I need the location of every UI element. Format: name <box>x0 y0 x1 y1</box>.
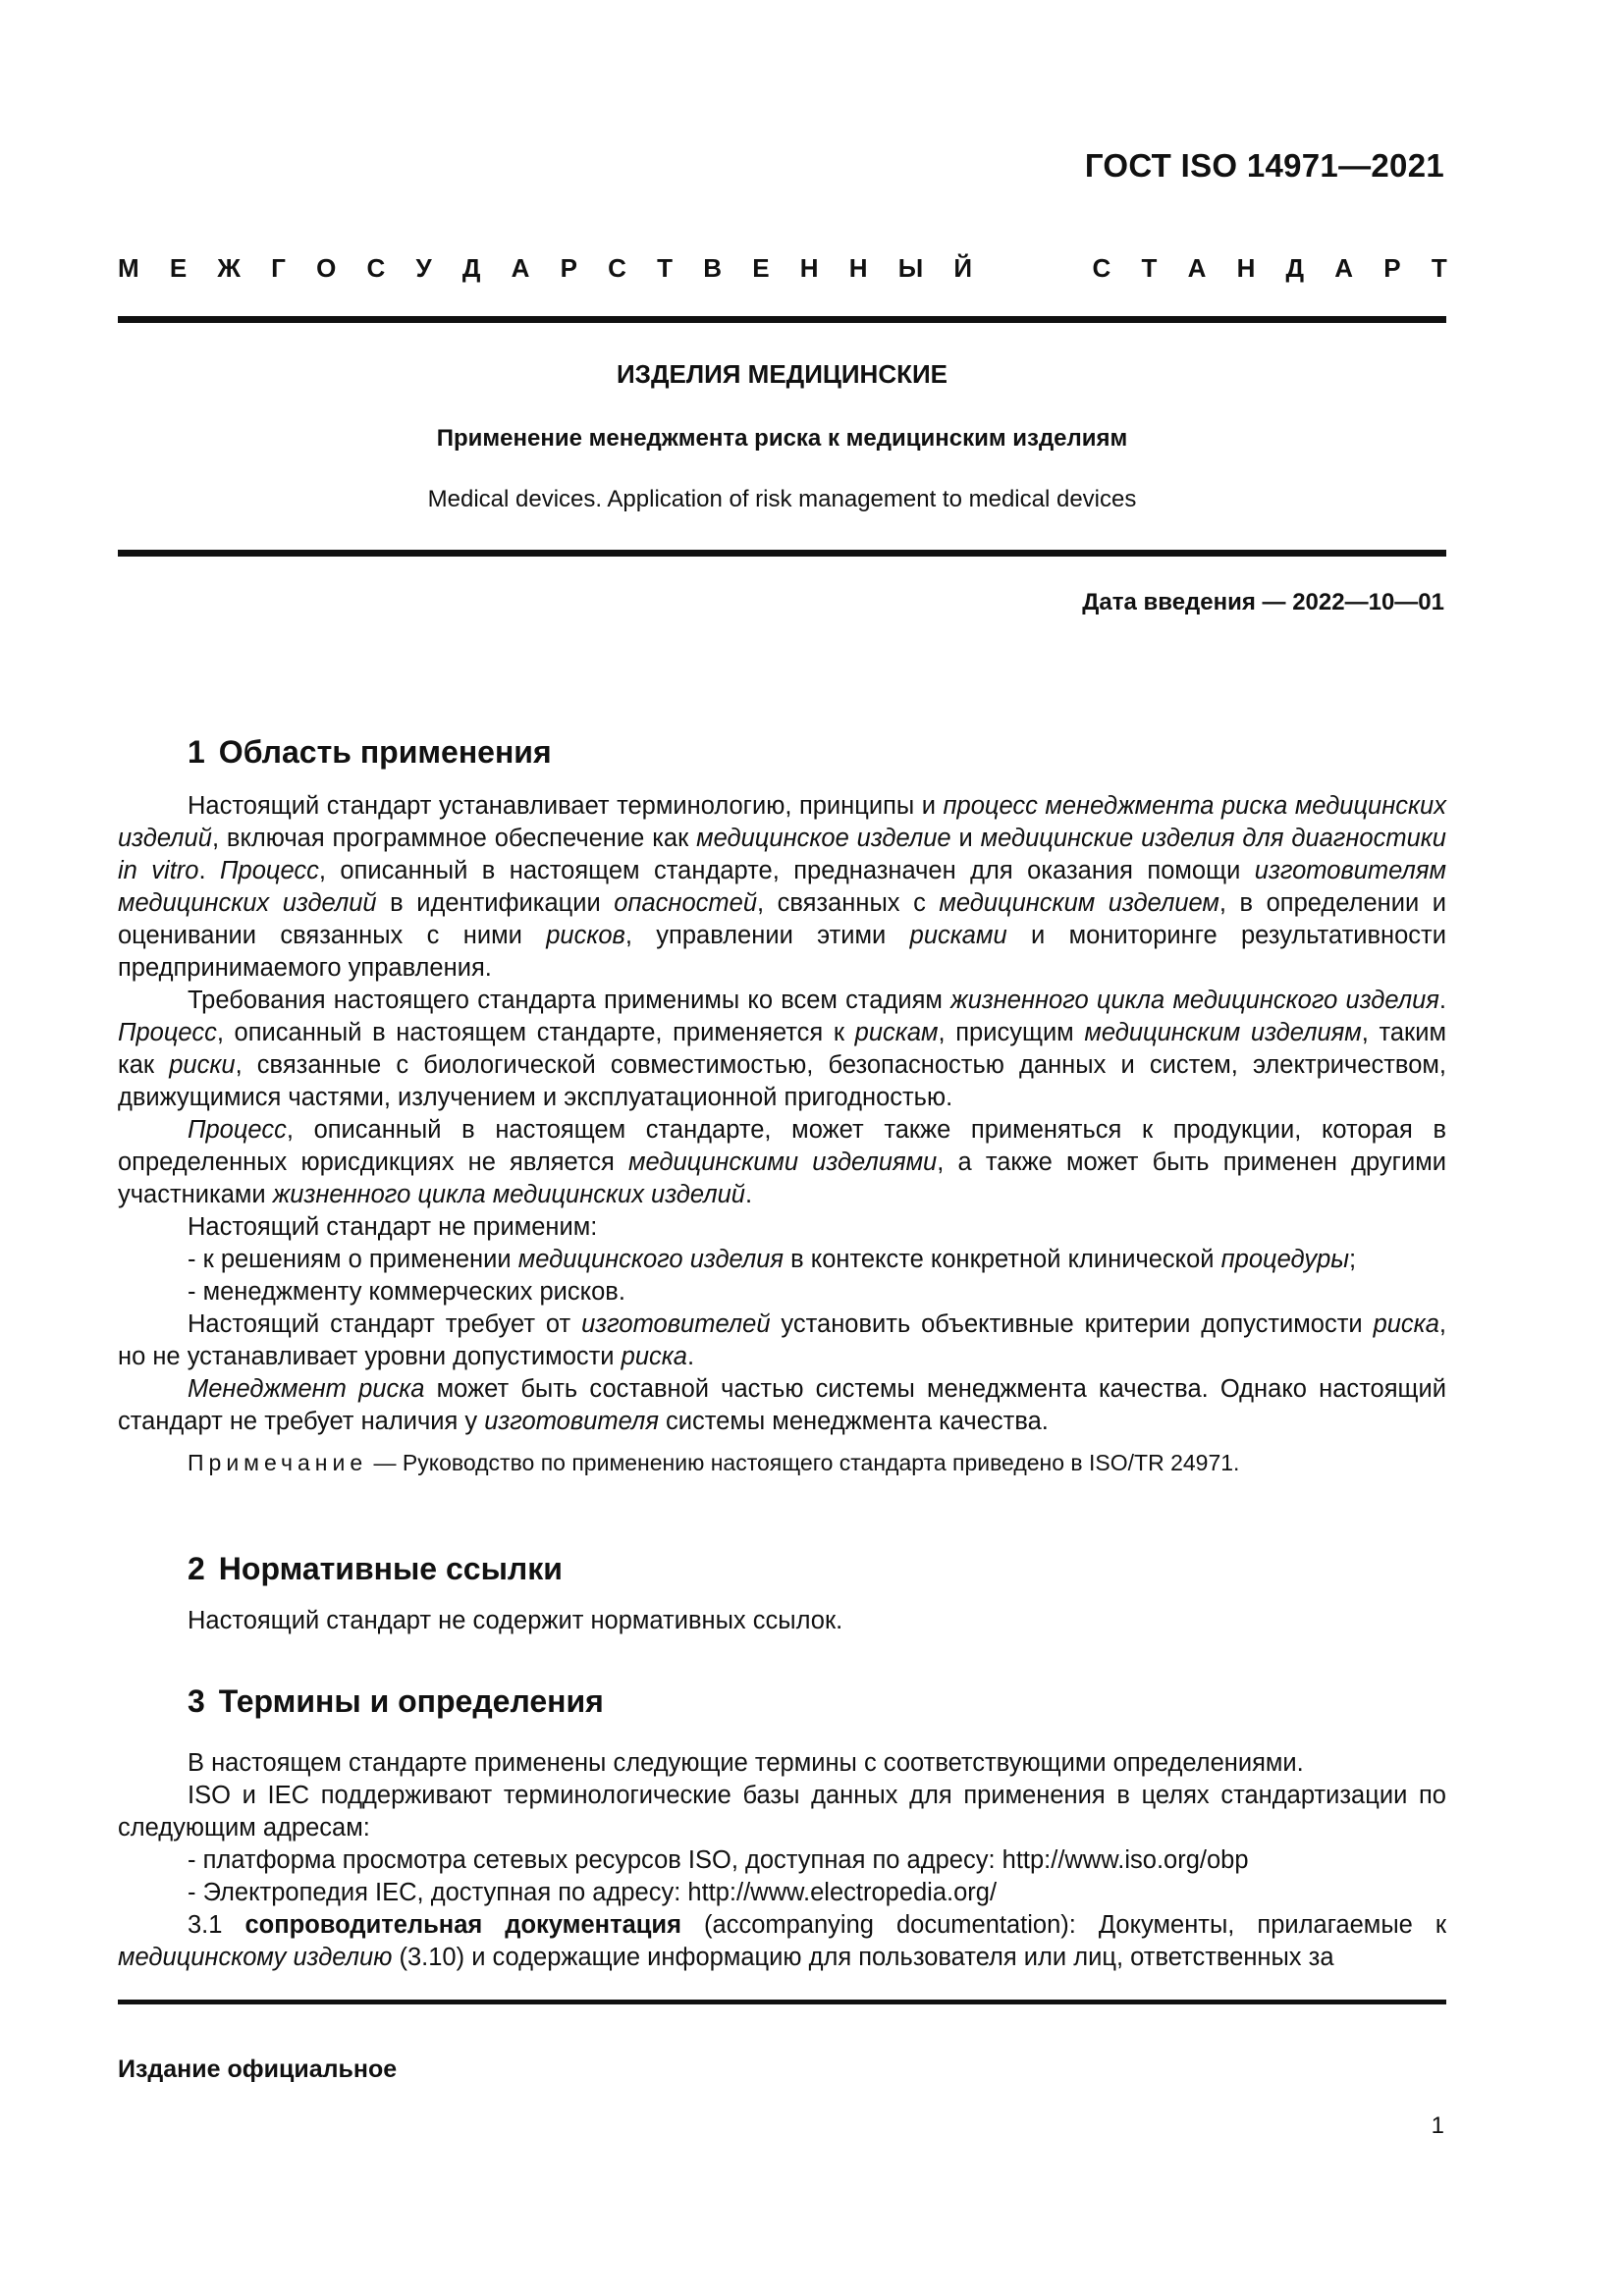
letter: Ж <box>217 253 241 283</box>
letter: Н <box>1236 253 1256 283</box>
letter: Т <box>1431 253 1447 283</box>
standard-designation: ГОСТ ISO 14971—2021 <box>1084 147 1444 184</box>
letter: Н <box>848 253 868 283</box>
title-english: Medical devices. Application of risk management to medical devices <box>427 486 1137 512</box>
title-rule <box>118 550 1446 557</box>
letter: Г <box>271 253 286 283</box>
term-definition: 3.1 сопроводительная документация (accompanying documentation): Документы, прилагаемые к медицинскому изделию (3.10) и содержащие информацию для пользователя или лиц, ответственных за <box>118 1911 1447 1971</box>
paragraph: Требования настоящего стандарта применимы ко всем стадиям жизненного цикла медицинского изделия. Процесс, описанный в настоящем стандарте, применяется к рискам, присущим медицинским изделиям, таким как риски, связанные с биологической совместимостью, безопасностью данных и систем, электричеством, движущимися частями, излучением и эксплуатационной пригодностью. <box>118 987 1446 1111</box>
section-heading: 3 Термины и определения <box>188 1683 604 1719</box>
letter: С <box>366 253 386 283</box>
letter: А <box>1334 253 1354 283</box>
paragraph: Настоящий стандарт не содержит нормативных ссылок. <box>188 1607 843 1634</box>
letter: Е <box>752 253 770 283</box>
title-main: ИЗДЕЛИЯ МЕДИЦИНСКИЕ <box>616 359 948 389</box>
top-rule <box>118 316 1446 323</box>
section-heading: 1 Область применения <box>188 734 552 770</box>
section-1 <box>118 734 1446 1477</box>
letter: Е <box>169 253 188 283</box>
list-item: - менеджменту коммерческих рисков. <box>188 1278 625 1306</box>
letter: Ы <box>897 253 924 283</box>
section-heading: 2 Нормативные ссылки <box>188 1551 563 1586</box>
letter: М <box>118 253 139 283</box>
introduction-date: Дата введения — 2022—10—01 <box>1082 589 1444 615</box>
interstate-standard-banner <box>118 253 1447 284</box>
paragraph: Настоящий стандарт устанавливает терминологию, принципы и процесс менеджмента риска медицинских изделий, включая программное обеспечение как медицинское изделие и медицинские изделия для диагностики in vitro. Процесс, описанный в настоящем стандарте, предназначен для оказания помощи изготовителям медицинских изделий в идентификации опасностей, связанных с медицинским изделием, в определении и оценивании связанных с ними рисков, управлении этими рисками и мониторинге результативности предпринимаемого управления. <box>118 792 1446 982</box>
letter: О <box>316 253 337 283</box>
page-number: 1 <box>1431 2112 1444 2139</box>
letter: Т <box>1141 253 1158 283</box>
list-item: - Электропедия IEC, доступная по адресу: http://www.electropedia.org/ <box>188 1879 998 1906</box>
paragraph: В настоящем стандарте применены следующие термины с соответствующими определениями. <box>188 1749 1304 1777</box>
note: Примечание — Руководство по применению настоящего стандарта приведено в ISO/TR 24971. <box>188 1450 1240 1475</box>
list-item: - к решениям о применении медицинского изделия в контексте конкретной клинической процедуры; <box>188 1246 1357 1273</box>
letter: Т <box>657 253 674 283</box>
letter: А <box>1187 253 1207 283</box>
letter: Й <box>953 253 973 283</box>
paragraph: Настоящий стандарт требует от изготовителей установить объективные критерии допустимости риска, но не устанавливает уровни допустимости риска. <box>118 1310 1446 1370</box>
paragraph: Менеджмент риска может быть составной частью системы менеджмента качества. Однако настоящий стандарт не требует наличия у изготовителя системы менеджмента качества. <box>118 1375 1446 1435</box>
paragraph: Настоящий стандарт не применим: <box>188 1213 598 1241</box>
section-body <box>118 790 1446 1438</box>
section-body <box>118 1605 1446 1637</box>
title-sub: Применение менеджмента риска к медицинским изделиям <box>436 425 1128 452</box>
paragraph: ISO и IEC поддерживают терминологические базы данных для применения в целях стандартизации по следующим адресам: <box>118 1782 1446 1842</box>
letter: В <box>703 253 723 283</box>
letter: Р <box>1383 253 1401 283</box>
letter: А <box>511 253 530 283</box>
letter: Д <box>1285 253 1305 283</box>
section-2 <box>118 1551 1446 1637</box>
footer-rule <box>118 2000 1446 2004</box>
letter: Р <box>560 253 577 283</box>
official-edition-label: Издание официальное <box>118 2056 398 2083</box>
letter: У <box>415 253 432 283</box>
section-body <box>118 1747 1446 1974</box>
letter: Д <box>461 253 481 283</box>
section-3 <box>118 1683 1446 1974</box>
letter: С <box>1092 253 1111 283</box>
word-gap <box>1002 253 1061 284</box>
list-item: - платформа просмотра сетевых ресурсов ISO, доступная по адресу: http://www.iso.org/obp <box>188 1846 1249 1874</box>
letter: Н <box>799 253 819 283</box>
letter: С <box>608 253 626 283</box>
paragraph: Процесс, описанный в настоящем стандарте, может также применяться к продукции, которая в определенных юрисдикциях не является медицинскими изделиями, а также может быть применен другими участниками жизненного цикла медицинских изделий. <box>118 1116 1446 1208</box>
